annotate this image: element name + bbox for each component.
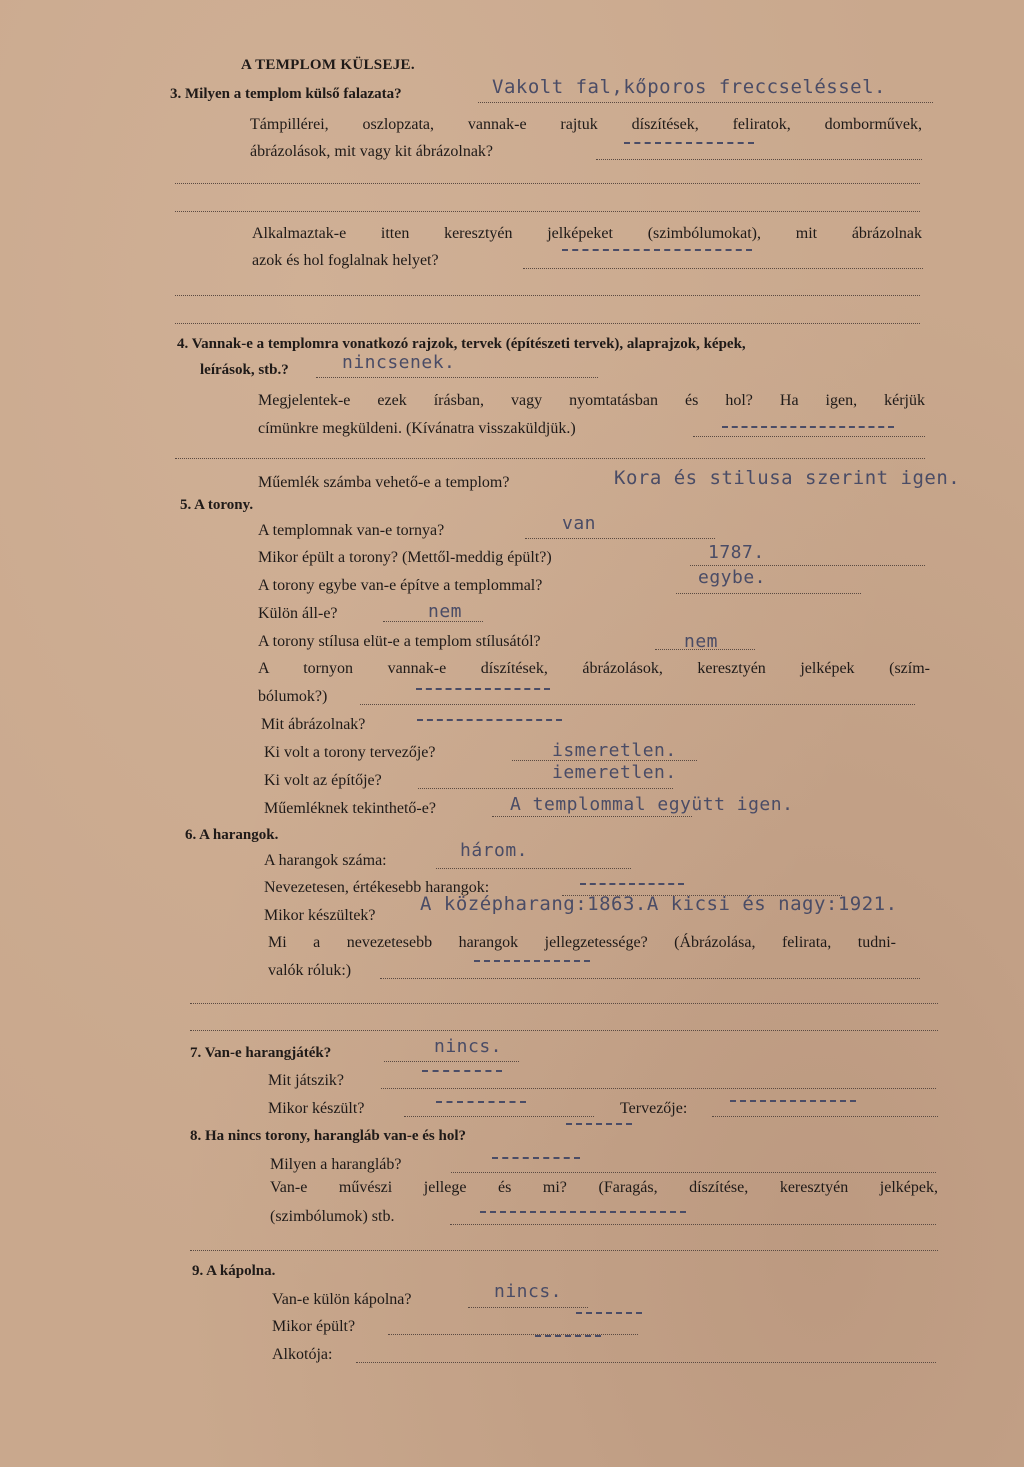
q5-item-1-a: van: [562, 513, 597, 534]
q5-item-3-a: egybe.: [698, 567, 767, 588]
q5-builder-line: [418, 788, 673, 789]
q5-item-2-line: [690, 565, 925, 566]
q8-dash-2: [492, 1157, 580, 1159]
q7-plays: Mit játszik?: [268, 1072, 344, 1089]
q8-art-line2: (szimbólumok) stb.: [270, 1208, 395, 1225]
q8-label: 8. Ha nincs torony, harangláb van-e és hol?: [190, 1128, 467, 1144]
q3-line4: azok és hol foglalnak helyet?: [252, 252, 439, 269]
q8-blank-line: [190, 1250, 938, 1251]
q5-monument-q: Műemléknek tekinthető-e?: [264, 800, 436, 817]
q6-char-line1: Mi a nevezetesebb harangok jellegzetessége? (Ábrázolása, felirata, tudni-: [268, 934, 896, 951]
q5-decor-line2-fill: [360, 704, 915, 705]
q6-char-line2: valók róluk:): [268, 962, 352, 979]
q5-item-5-q: A torony stílusa elüt-e a templom stílusától?: [258, 633, 541, 650]
q7-dash-1: [422, 1070, 502, 1072]
q6-made-q: Mikor készültek?: [264, 907, 376, 924]
q7-made: Mikor készült?: [268, 1100, 365, 1117]
q9-creator-line: [356, 1362, 936, 1363]
q6-made-a: A középharang:1863.A kicsi és nagy:1921.: [420, 893, 898, 915]
q4-label-line1: 4. Vannak-e a templomra vonatkozó rajzok, tervek (építészeti tervek), alaprajzok, képek,: [177, 336, 746, 352]
q4-line3: Megjelentek-e ezek írásban, vagy nyomtatásban és hol? Ha igen, kérjük: [258, 392, 925, 409]
q6-count-q: A harangok száma:: [264, 852, 387, 869]
q9-dash-1: [576, 1312, 642, 1314]
q6-dash-2: [474, 960, 590, 962]
q5-item-5-a: nem: [684, 631, 719, 652]
q4-blank-line: [175, 458, 925, 459]
q5-dash-1: [416, 688, 550, 690]
q5-item-1-q: A templomnak van-e tornya?: [258, 522, 445, 539]
q5-designer-q: Ki volt a torony tervezője?: [264, 744, 436, 761]
q9-exists-q: Van-e külön kápolna?: [272, 1291, 412, 1308]
q8-dash-1: [566, 1123, 632, 1125]
q3-label: 3. Milyen a templom külső falazata?: [170, 86, 402, 102]
q4-line4-fill: [693, 436, 925, 437]
q9-exists-a: nincs.: [494, 1281, 563, 1302]
q4-answer: nincsenek.: [342, 352, 456, 373]
q3-line2-fill: [596, 159, 922, 160]
q3-answer: Vakolt fal,kőporos freccseléssel.: [492, 76, 886, 98]
q7-dash-2: [436, 1101, 526, 1103]
q9-built: Mikor épült?: [272, 1318, 356, 1335]
q3-blank-line-4: [175, 323, 920, 324]
q4-answer2: Kora és stilusa szerint igen.: [614, 467, 961, 489]
q6-blank-line-1: [190, 1003, 938, 1004]
q4-dash-1: [722, 426, 894, 428]
q7-designer: Tervezője:: [620, 1100, 688, 1117]
q9-dash-2: [535, 1335, 601, 1337]
q5-monument-line: [492, 816, 692, 817]
q8-dash-3: [480, 1211, 686, 1213]
q4-answer-line: [316, 377, 598, 378]
q4-line5: Műemlék számba vehető-e a templom?: [258, 474, 510, 491]
section-title: A TEMPLOM KÜLSEJE.: [241, 57, 415, 73]
q3-dash-1: [624, 142, 754, 144]
q4-line4: címünkre megküldeni. (Kívánatra visszaküldjük.): [258, 420, 576, 437]
q5-dash-2: [417, 719, 562, 721]
q6-label: 6. A harangok.: [185, 827, 279, 843]
q6-blank-line-2: [190, 1030, 938, 1031]
q3-blank-line-2: [175, 211, 920, 212]
q6-char-line2-fill: [380, 978, 920, 979]
q7-dash-3: [730, 1100, 856, 1102]
q3-line4-fill: [523, 268, 923, 269]
q5-item-3-line: [676, 593, 861, 594]
q9-exists-line: [468, 1307, 588, 1308]
q5-label: 5. A torony.: [180, 497, 254, 513]
q3-answer-line: [478, 102, 933, 103]
q5-item-4-a: nem: [428, 601, 463, 622]
q5-decor-line1: A tornyon vannak-e díszítések, ábrázolások, keresztyén jelképek (szím-: [258, 660, 930, 677]
q5-depict-q: Mit ábrázolnak?: [261, 716, 366, 733]
q3-line1: Támpillérei, oszlopzata, vannak-e rajtuk díszítések, feliratok, domborművek,: [250, 116, 922, 133]
q9-creator: Alkotója:: [272, 1346, 333, 1363]
q3-blank-line-3: [175, 295, 920, 296]
q6-count-a: három.: [460, 840, 529, 861]
q6-count-line: [436, 868, 631, 869]
q5-item-3-q: A torony egybe van-e építve a templommal?: [258, 577, 543, 594]
q7-made-line: [404, 1116, 594, 1117]
q9-label: 9. A kápolna.: [192, 1263, 276, 1279]
q7-answer-line: [384, 1061, 519, 1062]
q4-label-line2: leírások, stb.?: [200, 362, 289, 378]
q5-item-1-line: [525, 538, 715, 539]
q8-kind: Milyen a harangláb?: [270, 1156, 402, 1173]
q8-kind-line: [451, 1172, 936, 1173]
q6-notable-q: Nevezetesen, értékesebb harangok:: [264, 879, 490, 896]
q7-label: 7. Van-e harangjáték?: [190, 1045, 332, 1061]
q5-monument-a: A templommal együtt igen.: [510, 794, 794, 815]
q5-decor-line2: bólumok?): [258, 688, 328, 705]
q3-line2: ábrázolások, mit vagy kit ábrázolnak?: [250, 143, 494, 160]
q5-builder-a: iemeretlen.: [552, 762, 677, 783]
q3-dash-2: [562, 249, 752, 251]
q5-item-4-q: Külön áll-e?: [258, 605, 338, 622]
q7-plays-line: [381, 1088, 936, 1089]
q5-item-2-a: 1787.: [708, 542, 765, 563]
q3-blank-line-1: [175, 183, 920, 184]
q7-designer-line: [712, 1116, 938, 1117]
q8-art-line1: Van-e művészi jellege és mi? (Faragás, díszítése, keresztyén jelképek,: [270, 1179, 938, 1196]
q5-item-2-q: Mikor épült a torony? (Mettől-meddig épült?): [258, 549, 552, 566]
q5-builder-q: Ki volt az építője?: [264, 772, 382, 789]
q6-dash-1: [580, 883, 684, 885]
q5-designer-a: ismeretlen.: [552, 740, 677, 761]
q7-answer: nincs.: [434, 1036, 503, 1057]
q8-art-line2-fill: [450, 1224, 936, 1225]
q3-line3: Alkalmaztak-e itten keresztyén jelképeket (szimbólumokat), mit ábrázolnak: [252, 225, 922, 242]
